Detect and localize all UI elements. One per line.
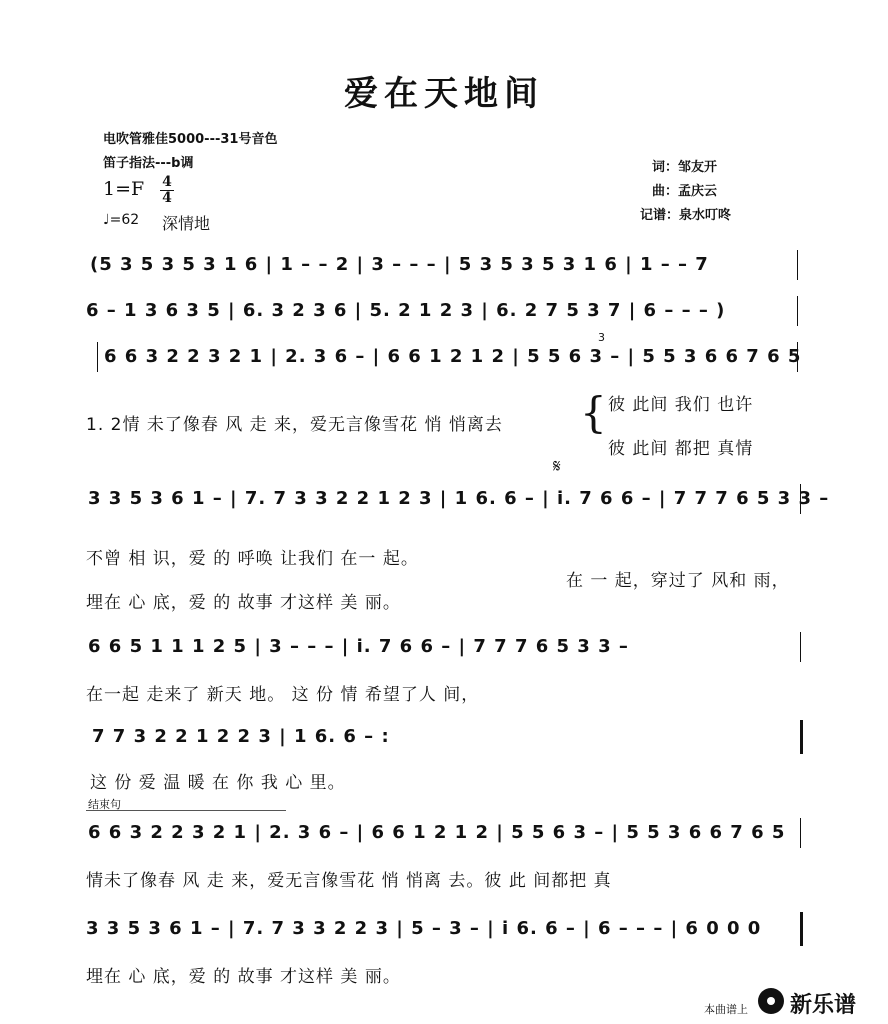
- time-bottom: 4: [162, 190, 172, 206]
- key-signature: 1=F: [103, 178, 145, 200]
- notation-row-5: 6 6 5 1 1 1 2 5 | 3 – – – | i. 7 6 6 – | 7 7 7 6 5 3 3 –: [88, 636, 629, 657]
- transcriber-credit: 记谱：泉水叮咚: [640, 208, 732, 223]
- footer-note: 本曲谱上: [704, 1003, 748, 1016]
- lyric-row-4a: 不曾 相 识，爱 的 呼唤 让我们 在一 起。: [86, 549, 419, 569]
- brand-logo-icon: [758, 988, 784, 1014]
- expression-mark: 深情地: [162, 214, 211, 233]
- lyric-row-7: 情未了像春 风 走 来，爱无言像雪花 悄 悄离 去。彼 此 间都把 真: [86, 871, 612, 891]
- final-barline: [800, 912, 803, 946]
- notation-row-8: 3 3 5 3 6 1 – | 7. 7 3 3 2 2 3 | 5 – 3 – | i 6. 6 – | 6 – – – | 6 0 0 0: [86, 918, 762, 939]
- repeat-barline: [800, 720, 803, 754]
- barline: [797, 296, 798, 326]
- ending-bracket: [86, 810, 286, 811]
- notation-row-6: 7 7 3 2 2 1 2 2 3 | 1 6. 6 – :: [92, 726, 390, 747]
- notation-row-2: 6 – 1 3 6 3 5 | 6. 3 2 3 6 | 5. 2 1 2 3 | 6. 2 7 5 3 7 | 6 – – – ): [86, 300, 726, 321]
- time-top: 4: [162, 174, 172, 190]
- composer-credit: 曲：孟庆云: [652, 184, 718, 199]
- lyric-row-4-side: 在 一 起，穿过了 风和 雨，: [566, 571, 790, 591]
- barline: [797, 250, 798, 280]
- verse-brace: {: [580, 388, 607, 437]
- barline: [797, 342, 798, 372]
- notation-row-1: (5 3 5 3 5 3 1 6 | 1 – – 2 | 3 – – – | 5 3 5 3 5 3 1 6 | 1 – – 7: [90, 254, 709, 275]
- score-title: 爱在天地间: [344, 74, 544, 114]
- lyric-verse-2: 彼 此间 都把 真情: [608, 439, 754, 459]
- fingering-note: 笛子指法---b调: [103, 156, 194, 171]
- lyric-verse-1: 彼 此间 我们 也许: [608, 395, 754, 415]
- notation-row-3: 6 6 3 2 2 3 2 1 | 2. 3 6 – | 6 6 1 2 1 2 | 5 5 6 3 – | 5 5 3 6 6 7 6 5: [104, 346, 802, 367]
- lyric-row-5: 在一起 走来了 新天 地。 这 份 情 希望了人 间，: [86, 685, 480, 705]
- barline: [97, 342, 98, 372]
- lyric-row-8: 埋在 心 底，爱 的 故事 才这样 美 丽。: [86, 967, 401, 987]
- lyric-row-3: 1. 2情 未了像春 风 走 来，爱无言像雪花 悄 悄离去: [86, 415, 503, 435]
- barline: [800, 484, 801, 514]
- segno-sign: 𝄋: [553, 456, 561, 477]
- brand-name: 新乐谱: [790, 993, 857, 1018]
- notation-row-4: 3 3 5 3 6 1 – | 7. 7 3 3 2 2 1 2 3 | 1 6. 6 – | i. 7 6 6 – | 7 7 7 6 5 3 3 –: [88, 488, 830, 509]
- lyricist-credit: 词：邹友开: [652, 160, 718, 175]
- barline: [800, 632, 801, 662]
- notation-row-7: 6 6 3 2 2 3 2 1 | 2. 3 6 – | 6 6 1 2 1 2 | 5 5 6 3 – | 5 5 3 6 6 7 6 5: [88, 822, 786, 843]
- tempo-mark: ♩=62: [103, 212, 140, 228]
- instrument-note: 电吹管雅佳5000---31号音色: [103, 132, 278, 147]
- ending-label: 结束句: [88, 798, 121, 811]
- lyric-row-4b: 埋在 心 底，爱 的 故事 才这样 美 丽。: [86, 593, 401, 613]
- lyric-row-6: 这 份 爱 温 暖 在 你 我 心 里。: [90, 773, 346, 793]
- triplet-mark: 3: [598, 331, 605, 344]
- time-signature: [160, 176, 174, 205]
- barline: [800, 818, 801, 848]
